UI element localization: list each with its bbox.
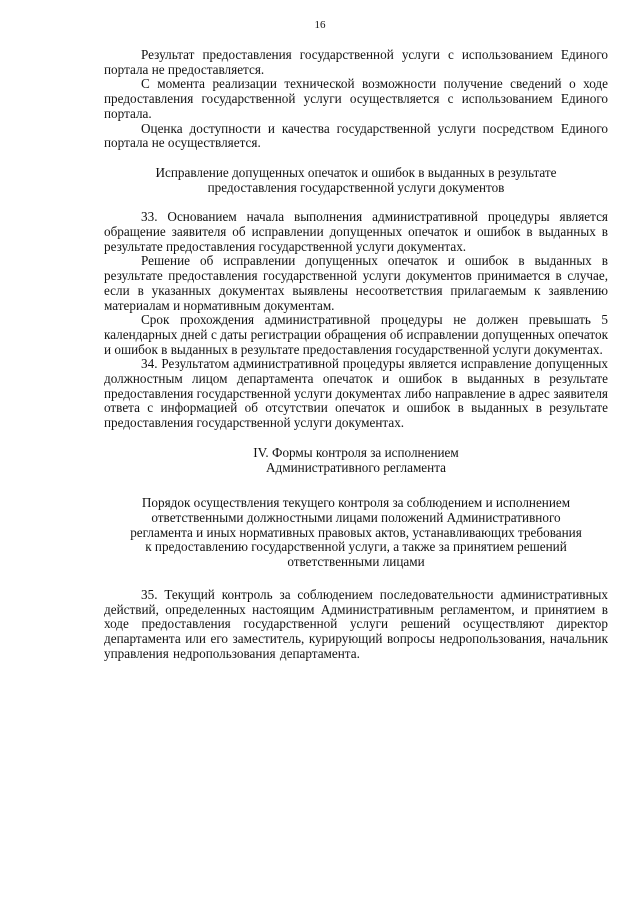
section-heading-line: предоставления государственной услуги документов	[207, 179, 505, 195]
subsection-heading-line: Порядок осуществления текущего контроля за соблюдением и исполнением	[141, 495, 571, 511]
subsection-heading-line: к предоставлению государственной услуги, а также за принятием решений	[145, 539, 567, 555]
paragraph-correction-decision: Решение об исправлении допущенных опечаток и ошибок в выданных в результате предоставления государственной услуги документов принимается в случае, если в указанных документах выявлены несоответствия прилагаемым к заявлению материалам и нормативным документам.	[104, 253, 608, 313]
paragraph-portal-availability: С момента реализации технической возможности получение сведений о ходе предоставления государственной услуги осуществляется с использованием Единого портала.	[104, 76, 608, 121]
section-heading-line: Исправление допущенных опечаток и ошибок в выданных в результате	[155, 164, 557, 180]
document-body	[104, 48, 608, 661]
subsection-heading-line: ответственными должностными лицами положений Административного	[151, 509, 561, 525]
chapter-heading-line: IV. Формы контроля за исполнением	[253, 444, 459, 460]
paragraph-33: 33. Основанием начала выполнения административной процедуры является обращение заявителя об исправлении допущенных опечаток и ошибок в выданных в результате предоставления государственной услуги документах.	[104, 209, 608, 254]
paragraph-procedure-term: Срок прохождения административной процедуры не должен превышать 5 календарных дней с даты регистрации обращения об исправлении допущенных опечаток и ошибок в выданных в результате предоставления государственной услуги документах.	[104, 312, 608, 357]
chapter-heading-line: Административного регламента	[266, 459, 446, 475]
subsection-heading-control	[104, 496, 608, 570]
paragraph-34: 34. Результатом административной процедуры является исправление допущенных должностным лицом департамента опечаток и ошибок в выданных в результате предоставления государственной услуги документах либо направление в адрес заявителя ответа с информацией об отсутствии опечаток и ошибок в выданных в результате предоставления государственной услуги документах.	[104, 356, 608, 431]
page-number: 16	[314, 19, 326, 31]
paragraph-portal-result: Результат предоставления государственной услуги с использованием Единого портала не предоставляется.	[104, 47, 608, 77]
chapter-heading-iv	[104, 446, 608, 475]
paragraph-portal-evaluation: Оценка доступности и качества государственной услуги посредством Единого портала не осуществляется.	[104, 120, 608, 151]
section-heading-corrections	[104, 166, 608, 195]
subsection-heading-line: регламента и иных нормативных правовых актов, устанавливающих требования	[130, 524, 582, 540]
paragraph-35: 35. Текущий контроль за соблюдением последовательности административных действий, определенных настоящим Административным регламентом, и принятием в ходе предоставления государственной услуги решений осуществляют директор департамента или его заместитель, курирующий вопросы недропользования, начальник управления недропользования департамента.	[104, 586, 608, 661]
subsection-heading-line: ответственными лицами	[287, 554, 425, 570]
